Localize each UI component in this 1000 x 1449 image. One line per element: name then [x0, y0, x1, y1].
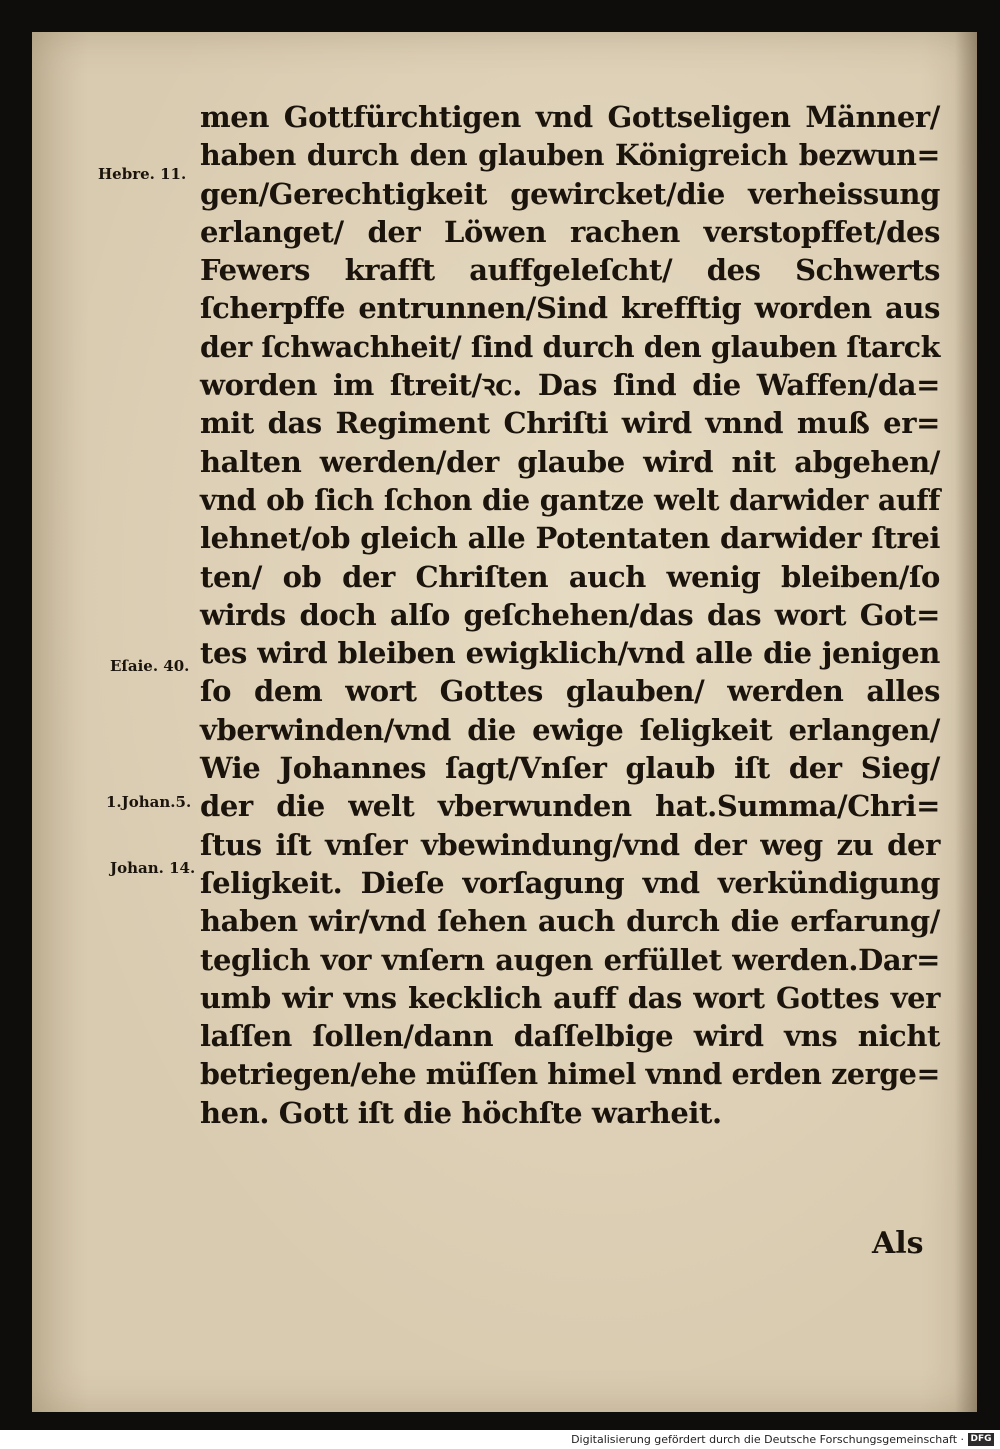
- text-line: der ſchwachheit/ ſind durch den glauben ſtarck: [200, 329, 940, 364]
- marginal-note-johan2: Johan. 14.: [110, 859, 196, 877]
- text-line: tes wird bleiben ewigklich/vnd alle die jenigen: [200, 636, 940, 671]
- text-line: ſeligkeit. Dieſe vorſagung vnd verkündigung: [200, 865, 940, 900]
- text-line: halten werden/der glaube wird nit abgehen/: [200, 444, 940, 479]
- text-line: mit das Regiment Chriſti wird vnnd muß er=: [200, 406, 940, 441]
- marginal-note-johan1: 1.Johan.5.: [106, 793, 192, 811]
- text-line: ſtus iſt vnſer vbewindung/vnd der weg zu der: [200, 827, 940, 862]
- text-line: betriegen/ehe müſſen himel vnnd erden zerge=: [200, 1057, 940, 1092]
- text-line: Wie Johannes ſagt/Vnſer glaub iſt der Sieg/: [200, 751, 940, 786]
- text-line: vberwinden/vnd die ewige ſeligkeit erlangen/: [200, 712, 940, 747]
- text-line: teglich vor vnſern augen erfüllet werden.Dar=: [200, 942, 940, 977]
- text-line: ten/ ob der Chriſten auch wenig bleiben/ſo: [200, 559, 940, 594]
- text-line: gen/Gerechtigkeit gewircket/die verheissung: [200, 176, 940, 211]
- text-line: laſſen ſollen/dann daſſelbige wird vns nicht: [200, 1019, 940, 1054]
- footer-credit: Digitalisierung gefördert durch die Deutsche Forschungsgemeinschaft ·: [571, 1433, 964, 1446]
- catchword: Als: [872, 1226, 924, 1261]
- text-line: erlanget/ der Löwen rachen verstopffet/des: [200, 214, 940, 249]
- text-line: hen. Gott iſt die höchſte warheit.: [200, 1095, 722, 1130]
- marginal-note-hebre: Hebre. 11.: [98, 165, 187, 183]
- footer-bar: [0, 1430, 1000, 1449]
- text-line: men Gottfürchtigen vnd Gottseligen Männer/: [200, 100, 940, 134]
- text-line: vnd ob ſich ſchon die gantze welt darwider auff: [200, 482, 940, 517]
- text-line: ſo dem wort Gottes glauben/ werden alles: [200, 674, 940, 709]
- dfg-logo: DFG: [968, 1433, 994, 1446]
- page-edge-shadow: [955, 32, 977, 1412]
- text-line: umb wir vns kecklich auff das wort Gottes ver: [200, 980, 940, 1015]
- text-line: der die welt vberwunden hat.Summa/Chri=: [200, 789, 940, 824]
- text-line: lehnet/ob gleich alle Potentaten darwider ſtrei: [200, 521, 940, 556]
- text-line: haben wir/vnd ſehen auch durch die erfarung/: [200, 904, 940, 939]
- text-line: worden im ſtreit/ꝛc. Das ſind die Waffen/da=: [200, 368, 940, 403]
- body-text: [200, 98, 940, 1132]
- marginal-note-esaie: Eſaie. 40.: [110, 657, 190, 675]
- text-line: ſcherpffe entrunnen/Sind krefftig worden aus: [200, 291, 940, 326]
- text-line: Fewers krafft auffgeleſcht/ des Schwerts: [200, 253, 940, 288]
- text-line: haben durch den glauben Königreich bezwun=: [200, 138, 940, 173]
- text-line: wirds doch alſo geſchehen/das das wort Got=: [200, 597, 940, 632]
